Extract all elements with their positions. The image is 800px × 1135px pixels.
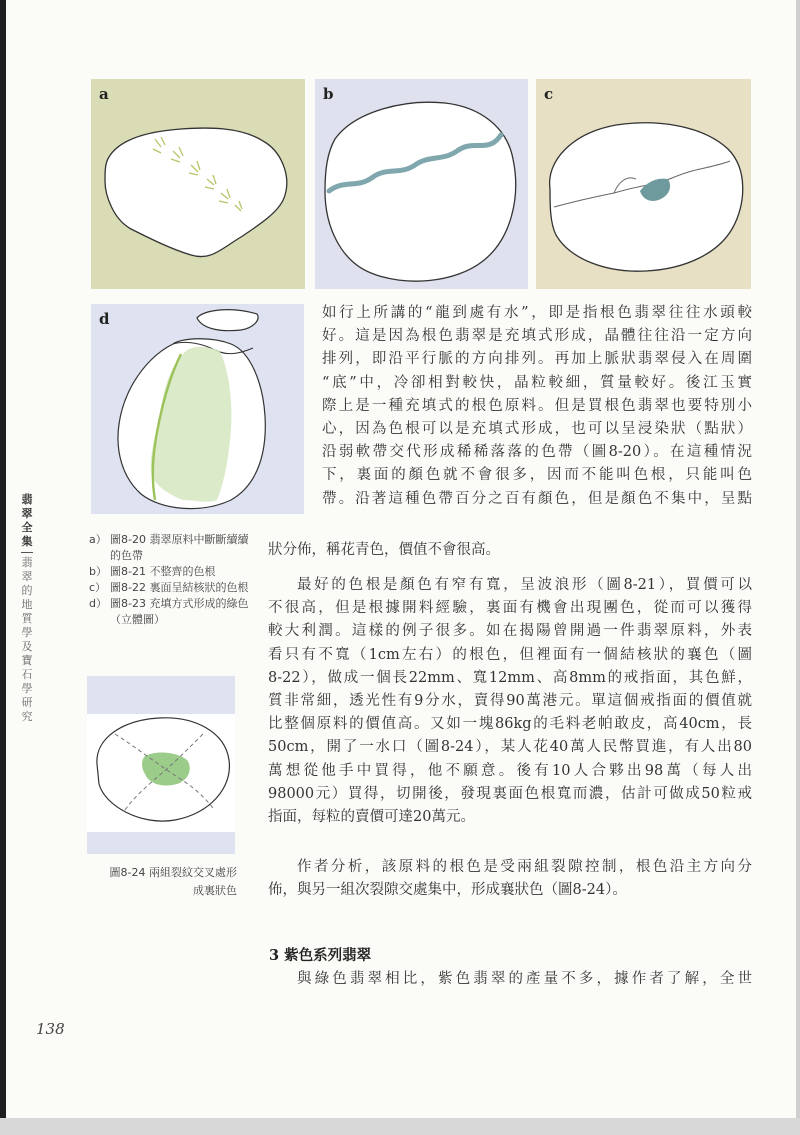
text-line: 與綠色翡翠相比，紫色翡翠的產量不多，據作者了解，全世: [297, 971, 752, 987]
caption-label: a）: [89, 533, 107, 546]
text-line: 8-22），做成一個長22mm、寬12mm、高8mm的戒指面，其色鮮，: [268, 669, 752, 686]
page-number: 138: [36, 1020, 65, 1038]
figure-8-24-panel: [87, 676, 235, 854]
sidebar-subtitle-char: 的: [21, 584, 33, 597]
caption-label: d）: [89, 597, 107, 610]
sidebar-title-char: 翡: [21, 493, 33, 506]
page-right-edge: [796, 0, 800, 1135]
text-line: 下，裏面的顏色就不會很多，因而不能叫色根，只能叫色: [322, 467, 752, 484]
panel-letter-c: c: [544, 85, 554, 103]
sidebar-title: [20, 493, 34, 549]
rough-stone-drawing-a: [91, 79, 305, 289]
caption-text: 圖8-22 裏面呈結核狀的色根: [110, 581, 249, 594]
caption-c: [89, 580, 249, 596]
caption-text: 圖8-20 翡翠原料中斷斷續續的色帶: [110, 533, 249, 562]
text-line: 看只有不寬（1cm左右）的根色，但裡面有一個結核狀的襄色（圖: [268, 646, 752, 663]
sidebar-subtitle-char: 翠: [21, 570, 33, 583]
figure-8-23-panel-d: [91, 304, 304, 514]
figure-8-20-panel-a: [91, 79, 305, 289]
rough-stone-drawing-8-24: [87, 676, 235, 854]
caption-b: [89, 564, 249, 580]
caption-d: [89, 596, 249, 628]
paragraph-3: [268, 856, 752, 902]
text-line: 萬想從他手中買得，他不願意。後有10人合夥出98萬（每人出: [268, 762, 752, 779]
sidebar-title-char: 翠: [21, 507, 33, 520]
text-line: 沿弱軟帶交代形成稀稀落落的色帶（圖8-20）。在這種情況: [322, 444, 752, 461]
caption-label: b）: [89, 565, 107, 578]
text-line: 指面，每粒的賣價可達20萬元。: [268, 809, 475, 826]
figure-8-21-panel-b: [315, 79, 528, 289]
caption-a: [89, 532, 249, 564]
text-line: “底”中，冷卻相對較快，晶粒較細，質量較好。後江玉實: [322, 374, 752, 391]
page-bottom-edge: [0, 1118, 800, 1135]
text-line: 排列，即沿平行脈的方向排列。再加上脈狀翡翠侵入在周圍: [322, 351, 752, 368]
sidebar-subtitle-char: 石: [21, 668, 33, 681]
sidebar-divider: [21, 552, 33, 553]
text-line: 最好的色根是顏色有窄有寬，呈波浪形（圖8-21），買價可以: [297, 577, 752, 593]
sidebar-title-char: 集: [21, 535, 33, 548]
text-line: 佈，與另一組次裂隙交處集中，形成襄狀色（圖8-24）。: [268, 882, 627, 899]
figure-8-24-caption-line: 圖8-24 兩組裂紋交叉處形: [109, 866, 237, 879]
text-line: 狀分佈，稱花青色，價值不會很高。: [268, 542, 500, 558]
sidebar-subtitle-char: 及: [21, 640, 33, 653]
panel-letter-a: a: [99, 85, 109, 103]
chapter-sidebar: [20, 493, 34, 724]
sidebar-subtitle-char: 質: [21, 612, 33, 625]
paragraph-2: [268, 574, 752, 829]
sidebar-subtitle-char: 究: [21, 710, 33, 723]
sidebar-subtitle-char: 翡: [21, 556, 33, 569]
figure-captions: [89, 532, 249, 628]
paragraph-4: [268, 968, 752, 991]
panel-letter-d: d: [99, 310, 110, 328]
rough-stone-drawing-b: [315, 79, 528, 289]
paragraph-1-tail: [268, 539, 752, 562]
figure-8-24-caption: [89, 864, 237, 900]
sidebar-subtitle-char: 寶: [21, 654, 33, 667]
sidebar-subtitle-char: 研: [21, 696, 33, 709]
caption-text: 圖8-23 充填方式形成的綠色（立體圖）: [110, 597, 249, 626]
text-line: 比整個原料的價值高。又如一塊86kg的毛料老帕敢皮，高40cm，長: [268, 716, 752, 733]
section-heading: 3 紫色系列翡翠: [269, 947, 372, 964]
sidebar-subtitle-char: 學: [21, 682, 33, 695]
text-line: 心，因為色根可以是充填式形成，也可以呈浸染狀（點狀）: [322, 421, 752, 438]
caption-label: c）: [89, 581, 107, 594]
text-line: 不很高，但是根據開料經驗，裏面有機會出現團色，從而可以獲得: [268, 600, 752, 617]
caption-text: 圖8-21 不整齊的色根: [110, 565, 216, 578]
figure-8-24-caption-line: 成裏狀色: [193, 884, 237, 897]
text-line: 50cm，開了一水口（圖8-24），某人花40萬人民幣買進，有人出80: [268, 739, 752, 756]
figure-8-22-panel-c: [536, 79, 751, 289]
book-spine-shadow: [0, 0, 6, 1135]
sidebar-subtitle: [20, 556, 34, 724]
text-line: 98000元）買得，切開後，發現裏面色根寬而濃，估計可做成50粒戒: [268, 785, 752, 802]
text-line: 帶。沿著這種色帶百分之百有顏色，但是顏色不集中，呈點: [322, 490, 752, 507]
text-line: 際上是一種充填式的根色原料。但是買根色翡翠也要特別小: [322, 397, 752, 414]
text-line: 如行上所講的“龍到處有水”，即是指根色翡翠往往水頭較: [322, 305, 752, 321]
rough-stone-drawing-c: [536, 79, 751, 289]
sidebar-subtitle-char: 學: [21, 626, 33, 639]
sidebar-subtitle-char: 地: [21, 598, 33, 611]
panel-letter-b: b: [323, 85, 334, 103]
rough-stone-drawing-d: [91, 304, 304, 514]
text-line: 質非常細，透光性有9分水，賣得90萬港元。單這個戒指面的價值就: [268, 693, 752, 710]
sidebar-title-char: 全: [21, 521, 33, 534]
text-line: 好。這是因為根色翡翠是充填式形成，晶體往往沿一定方向: [322, 328, 752, 345]
text-line: 較大利潤。這樣的例子很多。如在揭陽曾開過一件翡翠原料，外表: [268, 623, 752, 640]
text-line: 作者分析，該原料的根色是受兩組裂隙控制，根色沿主方向分: [297, 859, 752, 875]
paragraph-1: [322, 302, 752, 511]
